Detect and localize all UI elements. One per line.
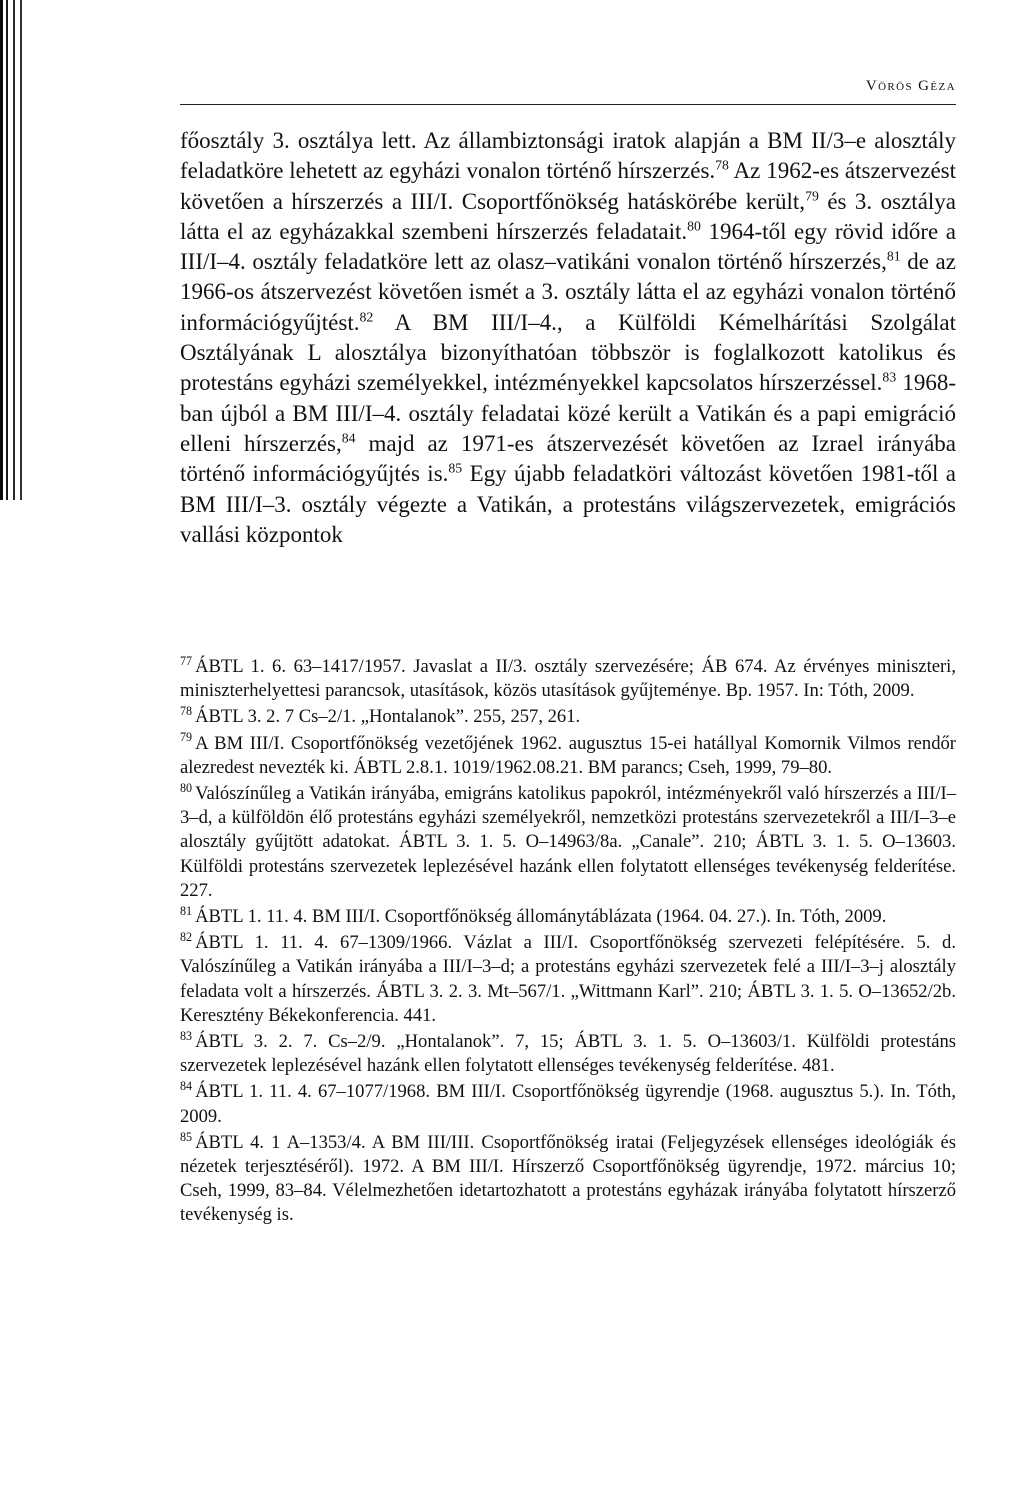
scan-edge-artifact	[0, 0, 26, 500]
body-text-segment: de az 1966-os átszervezést követően ismét a 3. osztály látta el az egyházi vonalon történő információgyűjtést.	[180, 249, 956, 335]
footnote-text: ÁBTL 3. 2. 7. Cs–2/9. „Hontalanok”. 7, 15; ÁBTL 3. 1. 5. O–13603/1. Külföldi protestáns szervezetek leplezésével hazánk ellen folytatott ellenséges tevékenység felderítése. 481.	[180, 1031, 956, 1077]
footnote-text: ÁBTL 3. 2. 7 Cs–2/1. „Hontalanok”. 255, 257, 261.	[195, 706, 581, 728]
footnote-ref[interactable]: 80	[687, 218, 701, 234]
running-head: Vörös Géza	[865, 78, 956, 94]
footnote	[180, 1131, 956, 1228]
footnote-number: 84	[180, 1079, 193, 1094]
body-text-segment: A BM III/I–4., a Külföldi Kémelhárítási Szolgálat Osztályának L alosztálya bizonyíthatóan többször is foglalkozott katolikus és protestáns egyházi személyekkel, intézményekkel kapcsolatos hírszerzéssel.	[180, 309, 956, 396]
body-text-segment: Az 1962-es átszervezést követően a hírszerzés a III/I. Csoportfőnökség hatáskörébe került,	[180, 158, 956, 214]
body-text-segment: főosztály 3. osztálya lett. Az állambiztonsági iratok alapján a BM II/3–e alosztály feladatköre lehetett az egyházi vonalon történő hírszerzés.	[180, 128, 956, 184]
footnote-number: 81	[180, 903, 193, 918]
footnote-ref[interactable]: 78	[715, 157, 729, 173]
footnote	[180, 732, 956, 780]
footnote-number: 85	[180, 1129, 193, 1144]
footnote-ref[interactable]: 85	[448, 460, 463, 476]
footnote	[180, 705, 956, 729]
footnote-text: A BM III/I. Csoportfőnökség vezetőjének 1962. augusztus 15-ei hatállyal Komornik Vilmos rendőr alezredest nevezték ki. ÁBTL 2.8.1. 1019/1962.08.21. BM parancs; Cseh, 1999, 79–80.	[180, 732, 956, 778]
footnote-text: ÁBTL 1. 6. 63–1417/1957. Javaslat a II/3. osztály szervezésére; ÁB 674. Az érvényes miniszteri, miniszterhelyettesi parancsok, utasítások, közös utasítások gyűjteménye. Bp. 1957. In: Tóth, 2009.	[180, 656, 956, 702]
footnote	[180, 782, 956, 903]
header-rule	[180, 104, 956, 105]
footnote	[180, 655, 956, 703]
footnote-number: 77	[180, 653, 193, 668]
footnote-number: 83	[180, 1028, 193, 1043]
footnote	[180, 931, 956, 1028]
footnote-text: ÁBTL 1. 11. 4. 67–1309/1966. Vázlat a III/I. Csoportfőnökség szervezeti felépítésére. 5. d. Valószínűleg a Vatikán irányába a III/I–3–d; a protestáns egyházi szervezetek felé a III/I–3–j alosztály feladata volt a hírszerzés. ÁBTL 3. 2. 3. Mt–567/1. „Wittmann Karl”. 210; ÁBTL 3. 1. 5. O–13652/2b. Keresztény Békekonferencia. 441.	[180, 932, 956, 1026]
footnote-number: 80	[180, 780, 193, 795]
footnotes	[180, 655, 956, 1230]
footnote-ref[interactable]: 82	[359, 309, 374, 325]
footnote-text: ÁBTL 1. 11. 4. BM III/I. Csoportfőnökség állománytáblázata (1964. 04. 27.). In. Tóth, 2009.	[195, 906, 887, 928]
footnote-number: 78	[180, 704, 193, 719]
body-text-segment: 1968-ban újból a BM III/I–4. osztály feladatai közé került a Vatikán és a papi emigráció elleni hírszerzés,	[180, 370, 956, 456]
body-text-segment: és 3. osztálya látta el az egyházakkal szembeni hírszerzés feladatait.	[180, 188, 957, 244]
footnote-number: 82	[180, 930, 193, 945]
footnote-ref[interactable]: 83	[882, 369, 897, 385]
footnote-ref[interactable]: 79	[805, 187, 819, 203]
body-text-segment: majd az 1971-es átszervezését követően az Izrael irányába történő információgyűjtés is.	[180, 430, 956, 487]
body-text-segment: Egy újabb feladatköri változást követően 1981-től a BM III/I–3. osztály végezte a Vatikán, a protestáns világszervezetek, emigrációs vallási központok	[180, 461, 956, 547]
footnote	[180, 905, 956, 929]
body-text-segment: 1964-től egy rövid időre a III/I–4. osztály feladatköre lett az olasz–vatikáni vonalon történő hírszerzés,	[180, 218, 957, 275]
footnote-text: ÁBTL 1. 11. 4. 67–1077/1968. BM III/I. Csoportfőnökség ügyrendje (1968. augusztus 5.). In. Tóth, 2009.	[180, 1081, 956, 1127]
body-paragraph	[180, 126, 956, 550]
footnote-number: 79	[180, 730, 193, 745]
footnote	[180, 1030, 956, 1078]
footnote-text: ÁBTL 4. 1 A–1353/4. A BM III/III. Csoportfőnökség iratai (Feljegyzések ellenséges ideológiák és nézetek terjesztéséről). 1972. A BM III/I. Hírszerző Csoportfőnökség ügyrendje, 1972. március 10; Cseh, 1999, 83–84. Vélelmezhetően idetartozhatott a protestáns egyházak irányába folytatott hírszerző tevékenység is.	[180, 1131, 956, 1226]
footnote-ref[interactable]: 81	[886, 248, 901, 264]
footnote	[180, 1080, 956, 1128]
footnote-text: Valószínűleg a Vatikán irányába, emigráns katolikus papokról, intézményekről való hírszerzés a III/I–3–d, a külföldön élő protestáns egyházi személyekről, nemzetközi protestáns szervezetekről a III/I–3–e alosztály gyűjtött adatokat. ÁBTL 3. 1. 5. O–14963/8a. „Canale”. 210; ÁBTL 3. 1. 5. O–13603. Külföldi protestáns szervezetek leplezésével hazánk ellen folytatott ellenséges tevékenység felderítése. 227.	[180, 783, 956, 901]
footnote-ref[interactable]: 84	[341, 430, 356, 446]
